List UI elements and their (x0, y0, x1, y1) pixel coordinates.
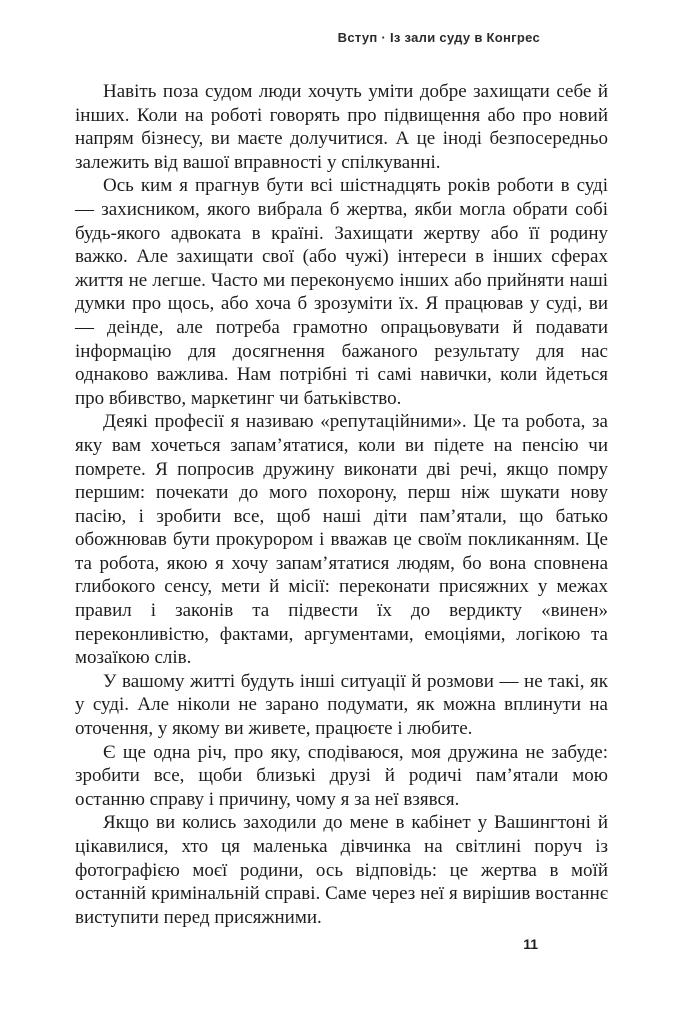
paragraph: У вашому житті будуть інші ситуації й розмови — не такі, як у суді. Але ніколи не зарано подумати, як можна вплинути на оточення, у якому ви живете, працюєте і любите. (75, 670, 608, 740)
paragraph: Деякі професії я називаю «репутаційними». Це та робота, за яку вам хочеться запам’ятатися, коли ви підете на пенсію чи помрете. Я попросив дружину виконати дві речі, якщо помру першим: почекати до мого похорону, перш ніж шукати нову пасію, і зробити все, щоб наші діти пам’ятали, що батько обожнював бути прокурором і вважав це своїм покликанням. Це та робота, якою я хочу запам’ятатися людям, бо вона сповнена глибокого сенсу, мети й місії: переконати присяжних у межах правил і законів та підвести їх до вердикту «винен» переконливістю, фактами, аргументами, емоціями, логікою та мозаїкою слів. (75, 411, 608, 669)
paragraph: Ось ким я прагнув бути всі шістнадцять років роботи в суді — захисником, якого вибрала б жертва, якби могла обрати собі будь-якого адвоката в країні. Захищати жертву або її родину важко. Але захищати свої (або чужі) інтереси в інших сферах життя не легше. Часто ми переконуємо інших або прийняти наші думки про щось, або хоча б зрозуміти їх. Я працював у суді, ви — деінде, але потреба грамотно опрацьовувати й подавати інформацію для досягнення бажаного результату для нас однаково важлива. Нам потрібні ті самі навички, коли йдеться про вбивство, маркетинг чи батьківство. (75, 175, 608, 409)
paragraph: Є ще одна річ, про яку, сподіваюся, моя дружина не забуде: зробити все, щоби близькі друзі й родичі пам’ятали мою останню справу і причину, чому я за неї взявся. (75, 741, 608, 810)
paragraph: Якщо ви колись заходили до мене в кабінет у Вашингтоні й цікавилися, хто ця маленька дівчинка на світлині поруч із фотографією моєї родини, ось відповідь: це жертва в моїй останній кримінальній справі. Саме через неї я вирішив востаннє виступити перед присяжними. (75, 812, 608, 928)
page-number: 11 (523, 936, 538, 952)
running-head: Вступ · Із зали суду в Конгрес (337, 30, 540, 45)
body-text (75, 80, 608, 929)
paragraph: Навіть поза судом люди хочуть уміти добре захищати себе й інших. Коли на роботі говорять про підвищення або про новий напрям бізнесу, ви маєте долучитися. А це іноді безпосередньо залежить від вашої вправності у спілкуванні. (75, 81, 608, 173)
